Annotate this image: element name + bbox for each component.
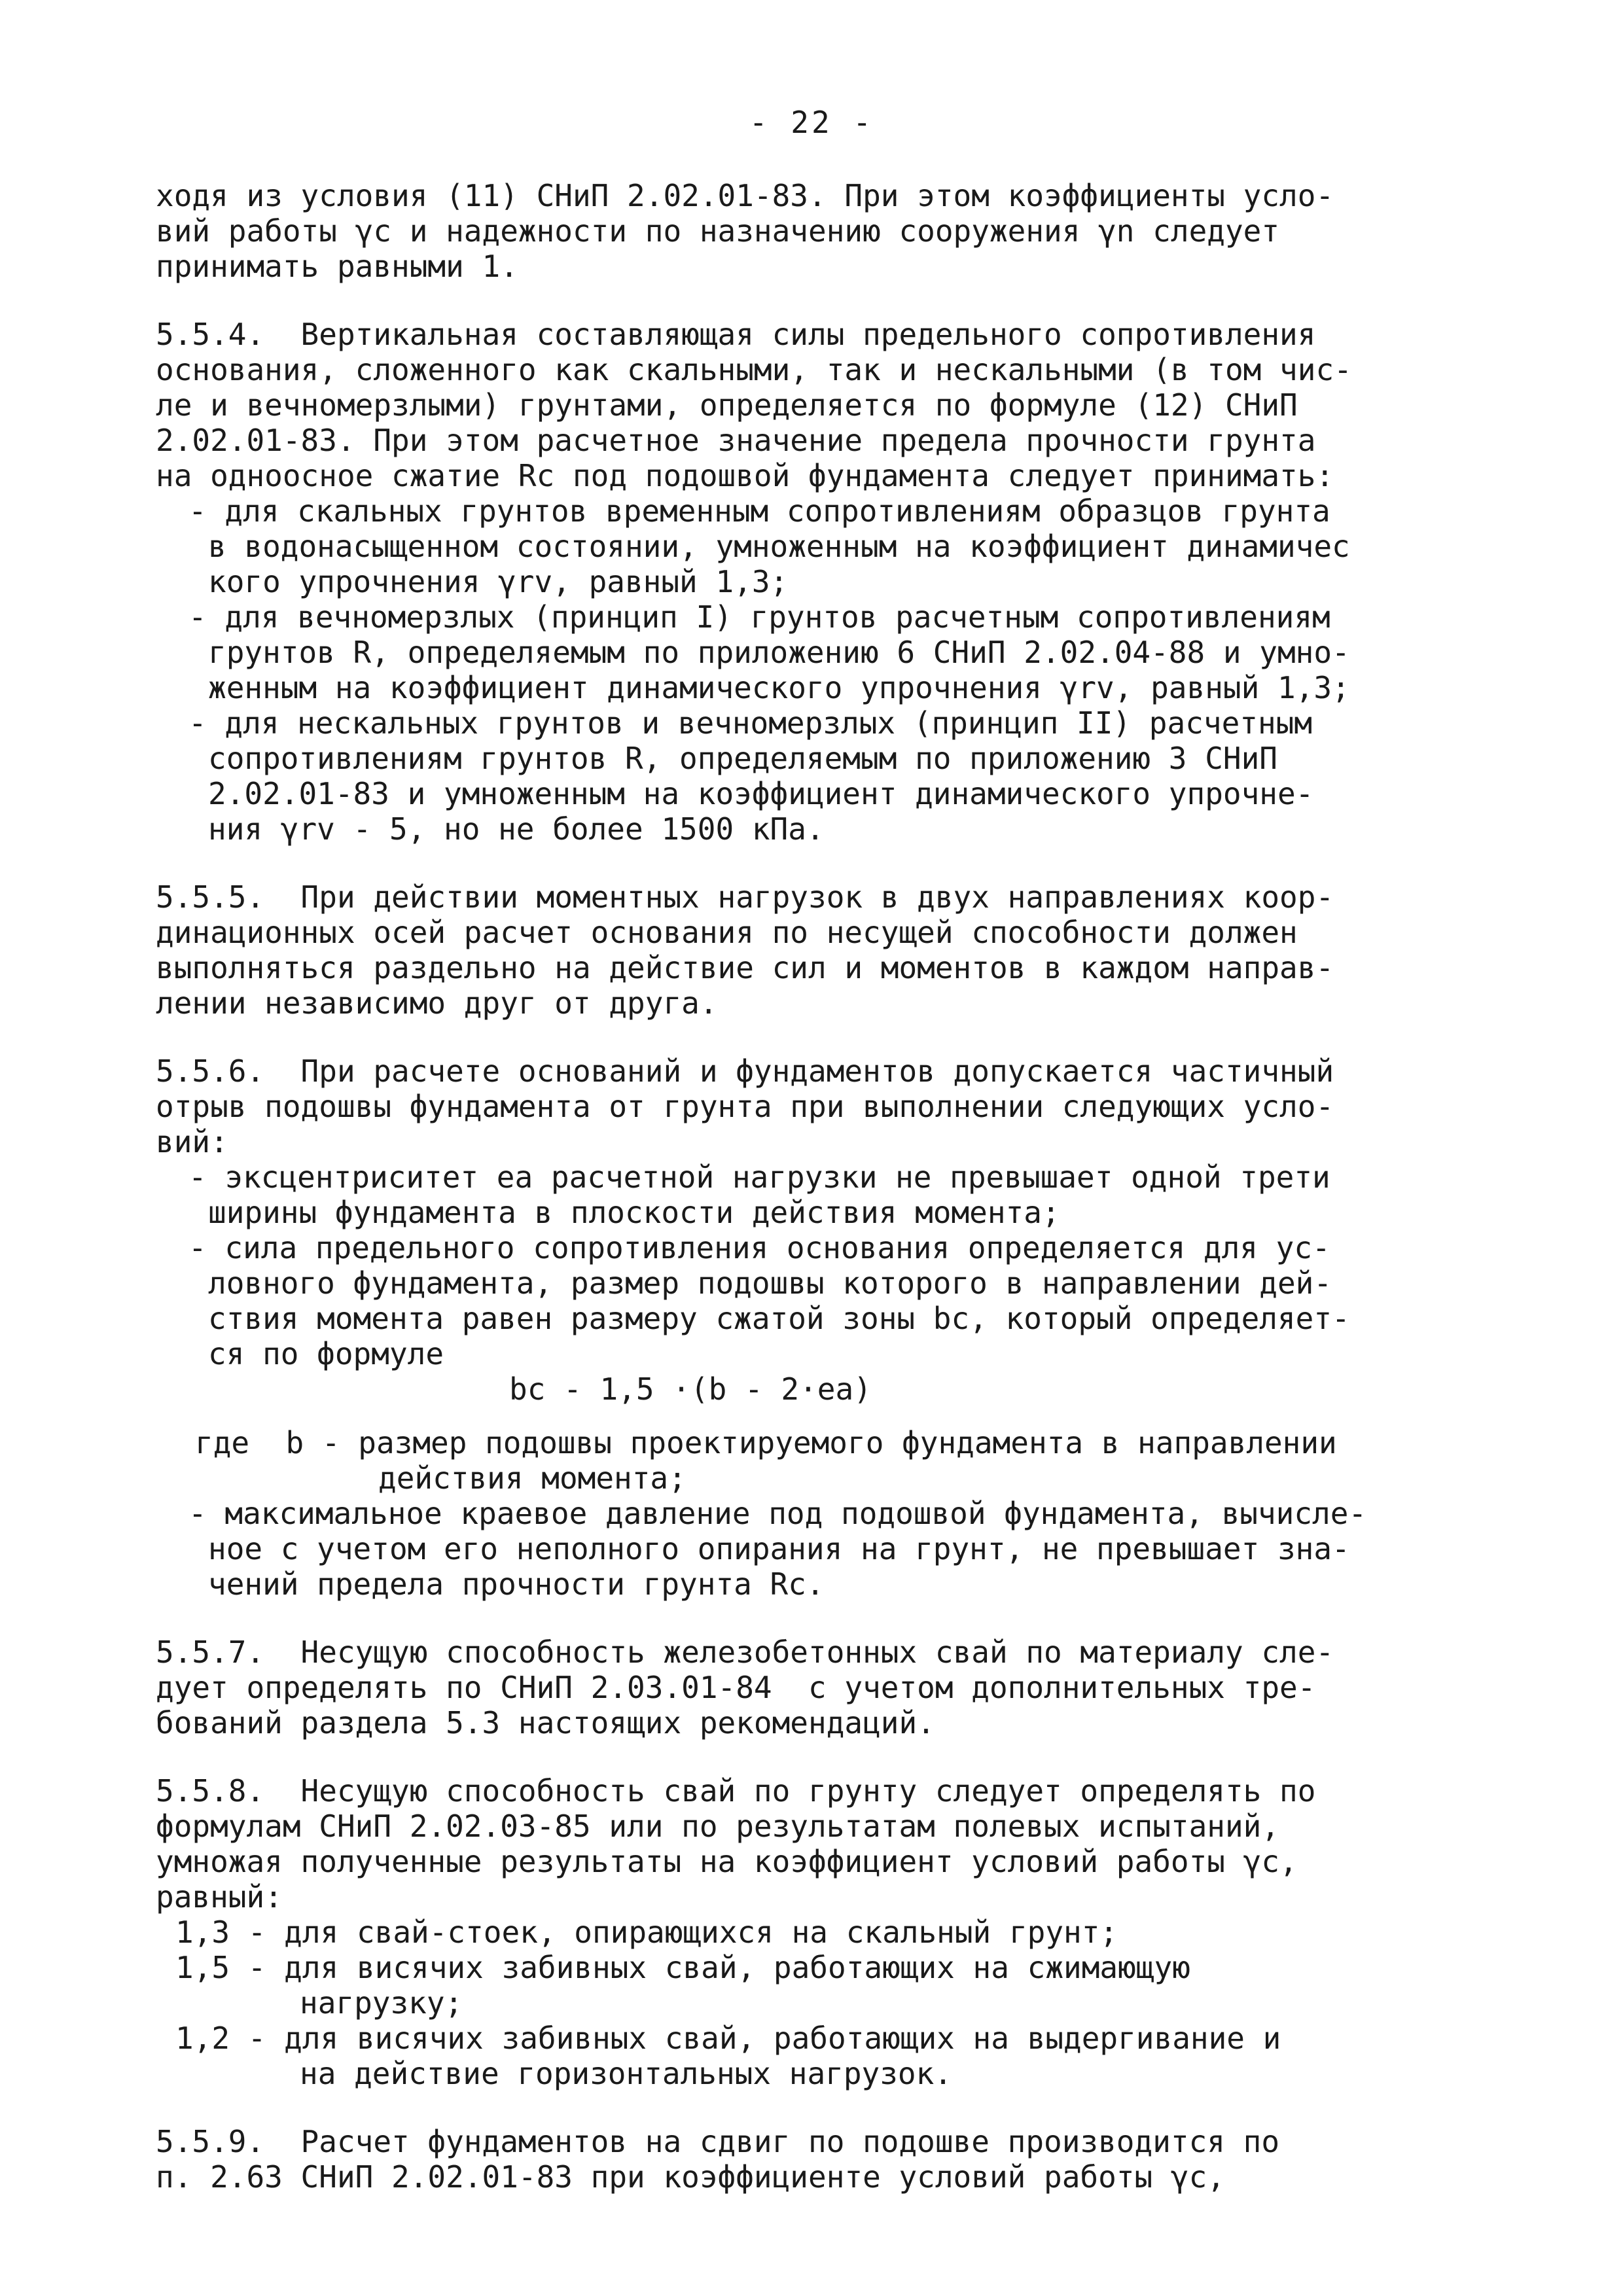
text-line: - для вечномерзлых (принцип I) грунтов расчетным сопротивлениям: [188, 599, 1330, 635]
paragraph-gap: [156, 1740, 1491, 1773]
paragraph-p-5-5-6: [156, 1053, 1491, 1602]
text-line: вий работы γc и надежности по назначению сооружения γn следует: [156, 213, 1280, 249]
paragraph-p-5-5-4: [156, 317, 1491, 847]
text-line: - сила предельного сопротивления основания определяется для ус-: [188, 1230, 1330, 1265]
text-line: равный:: [156, 1879, 283, 1915]
paragraph-gap: [156, 1021, 1491, 1053]
paragraph-gap: [156, 1602, 1491, 1634]
line-gap: [156, 1407, 1491, 1425]
text-line: ное с учетом его неполного опирания на грунт, не превышает зна-: [208, 1531, 1350, 1566]
text-line: принимать равными 1.: [156, 249, 518, 284]
text-line: 5.5.5. При действии моментных нагрузок в двух направлениях коор-: [156, 879, 1334, 915]
text-line: действия момента;: [378, 1460, 687, 1496]
text-line: выполняться раздельно на действие сил и моментов в каждом направ-: [156, 950, 1334, 985]
paragraph-gap: [156, 2091, 1491, 2124]
text-line: отрыв подошвы фундамента от грунта при выполнении следующих усло-: [156, 1089, 1334, 1124]
text-line: п. 2.63 СНиП 2.02.01-83 при коэффициенте условий работы γc,: [156, 2159, 1225, 2195]
text-line: 1,2 - для висячих забивных свай, работающих на выдергивание и: [175, 2021, 1281, 2056]
text-line: дует определять по СНиП 2.03.01-84 с учетом дополнительных тре-: [156, 1670, 1316, 1705]
text-line: основания, сложенного как скальными, так и нескальными (в том чис-: [156, 352, 1352, 387]
paragraph-gap: [156, 284, 1491, 317]
text-line: нагрузку;: [300, 1985, 463, 2021]
text-line: лении независимо друг от друга.: [156, 985, 718, 1021]
text-line: чений предела прочности грунта Rc.: [208, 1566, 825, 1602]
text-line: умножая полученные результаты на коэффициент условий работы γc,: [156, 1844, 1298, 1879]
text-line: сопротивлениям грунтов R, определяемым по приложению 3 СНиП: [208, 741, 1277, 776]
text-line: где b - размер подошвы проектируемого фундамента в направлении: [195, 1425, 1337, 1460]
text-line: динационных осей расчет основания по несущей способности должен: [156, 915, 1298, 950]
paragraph-gap: [156, 847, 1491, 879]
document-body: [156, 178, 1491, 2195]
text-line: кого упрочнения γrv, равный 1,3;: [208, 564, 789, 599]
text-line: 5.5.4. Вертикальная составляющая силы предельного сопротивления: [156, 317, 1316, 352]
paragraph-p-5-5-5: [156, 879, 1491, 1021]
text-line: на одноосное сжатие Rc под подошвой фундамента следует принимать:: [156, 458, 1334, 493]
text-line: женным на коэффициент динамического упрочнения γrv, равный 1,3;: [208, 670, 1350, 705]
text-line: грунтов R, определяемым по приложению 6 СНиП 2.02.04-88 и умно-: [208, 635, 1350, 670]
text-line: 1,5 - для висячих забивных свай, работающих на сжимающую: [175, 1950, 1190, 1985]
text-line: - для нескальных грунтов и вечномерзлых (принцип II) расчетным: [188, 705, 1313, 741]
text-line: 5.5.7. Несущую способность железобетонных свай по материалу сле-: [156, 1634, 1334, 1670]
text-line: bc - 1,5 ·(b - 2·ea): [509, 1371, 872, 1407]
text-line: формулам СНиП 2.02.03-85 или по результатам полевых испытаний,: [156, 1809, 1280, 1844]
text-line: - максимальное краевое давление под подошвой фундамента, вычисле-: [188, 1496, 1367, 1531]
text-line: ходя из условия (11) СНиП 2.02.01-83. При этом коэффициенты усло-: [156, 178, 1334, 213]
text-line: в водонасыщенном состоянии, умноженным на коэффициент динамичес: [208, 529, 1350, 564]
paragraph-p-intro: [156, 178, 1491, 284]
text-line: 5.5.6. При расчете оснований и фундаментов допускается частичный: [156, 1053, 1334, 1089]
text-line: ловного фундамента, размер подошвы которого в направлении дей-: [208, 1265, 1332, 1301]
page-number: - 22 -: [749, 105, 874, 140]
text-line: 2.02.01-83. При этом расчетное значение предела прочности грунта: [156, 423, 1316, 458]
text-line: ния γrv - 5, но не более 1500 кПа.: [208, 811, 825, 847]
text-line: ся по формуле: [208, 1336, 444, 1371]
text-line: ле и вечномерзлыми) грунтами, определяется по формуле (12) СНиП: [156, 387, 1298, 423]
text-line: - эксцентриситет ea расчетной нагрузки не превышает одной трети: [188, 1159, 1330, 1195]
text-line: - для скальных грунтов временным сопротивлениям образцов грунта: [188, 493, 1330, 529]
text-line: 2.02.01-83 и умноженным на коэффициент динамического упрочне-: [208, 776, 1314, 811]
text-line: бований раздела 5.3 настоящих рекомендаций.: [156, 1705, 935, 1740]
text-line: вий:: [156, 1124, 228, 1159]
paragraph-p-5-5-8: [156, 1773, 1491, 2091]
text-line: ствия момента равен размеру сжатой зоны bc, который определяет-: [208, 1301, 1350, 1336]
paragraph-p-5-5-7: [156, 1634, 1491, 1740]
text-line: 1,3 - для свай-стоек, опирающихся на скальный грунт;: [175, 1915, 1118, 1950]
text-line: ширины фундамента в плоскости действия момента;: [208, 1195, 1060, 1230]
text-line: 5.5.9. Расчет фундаментов на сдвиг по подошве производится по: [156, 2124, 1280, 2159]
text-line: 5.5.8. Несущую способность свай по грунту следует определять по: [156, 1773, 1316, 1809]
text-line: на действие горизонтальных нагрузок.: [300, 2056, 952, 2091]
paragraph-p-5-5-9: [156, 2124, 1491, 2195]
